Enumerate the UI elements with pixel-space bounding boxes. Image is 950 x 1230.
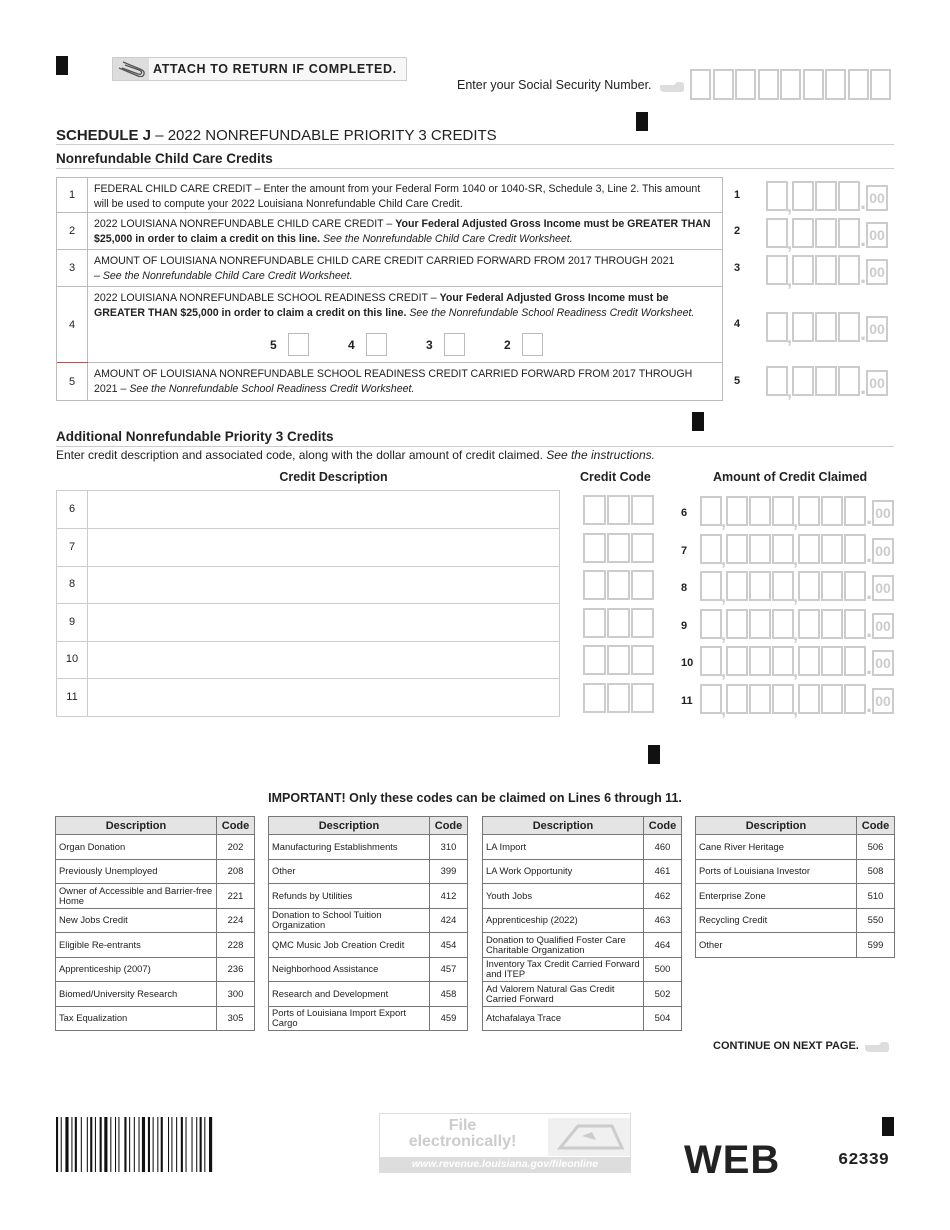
line-number: 1 bbox=[734, 189, 741, 201]
code-value: 224 bbox=[217, 908, 255, 933]
code-description: Apprenticeship (2022) bbox=[483, 908, 644, 933]
credit-description-row: 8 bbox=[56, 566, 560, 604]
code-description: QMC Music Job Creation Credit bbox=[269, 933, 430, 958]
code-description: Neighborhood Assistance bbox=[269, 957, 430, 982]
code-description: Ports of Louisiana Investor bbox=[696, 859, 857, 884]
code-description: Apprenticeship (2007) bbox=[56, 957, 217, 982]
divider bbox=[56, 144, 894, 145]
code-description: Other bbox=[696, 933, 857, 958]
code-value: 458 bbox=[430, 982, 468, 1007]
credit-code-input[interactable] bbox=[583, 495, 654, 525]
table-row bbox=[56, 884, 255, 909]
line-number: 11 bbox=[681, 694, 693, 707]
registration-mark bbox=[692, 412, 704, 431]
code-value: 599 bbox=[857, 933, 895, 958]
code-value: 464 bbox=[644, 933, 682, 958]
table-row bbox=[483, 859, 682, 884]
code-value: 228 bbox=[217, 933, 255, 958]
line-2-row: 2 2022 LOUISIANA NONREFUNDABLE CHILD CARE CREDIT – Your Federal Adjusted Gross Income must be GREATER THAN $25,000 in order to claim a credit on this line. See the Nonrefundable Child Care Credit Worksheet. bbox=[56, 213, 723, 250]
star-rating-label-5: 5 bbox=[270, 338, 277, 352]
table-row bbox=[696, 859, 895, 884]
pointing-hand-icon bbox=[864, 1041, 890, 1053]
code-value: 412 bbox=[430, 884, 468, 909]
table-row bbox=[483, 933, 682, 958]
credit-code-input[interactable] bbox=[583, 683, 654, 713]
line-number: 3 bbox=[734, 262, 741, 274]
table-row bbox=[483, 982, 682, 1007]
code-value: 221 bbox=[217, 884, 255, 909]
divider bbox=[56, 168, 894, 169]
col-amount-claimed: Amount of Credit Claimed bbox=[713, 470, 868, 484]
code-value: 502 bbox=[644, 982, 682, 1007]
line-number: 2 bbox=[734, 225, 741, 237]
table-row bbox=[696, 933, 895, 958]
code-value: 457 bbox=[430, 957, 468, 982]
code-description: Owner of Accessible and Barrier-free Home bbox=[56, 884, 217, 909]
credit-code-input[interactable] bbox=[583, 608, 654, 638]
code-description: Previously Unemployed bbox=[56, 859, 217, 884]
barcode bbox=[56, 1117, 228, 1172]
line-2-amount[interactable]: , . 00 bbox=[766, 218, 888, 248]
header-code: Code bbox=[857, 817, 895, 835]
code-value: 236 bbox=[217, 957, 255, 982]
star-2-input[interactable] bbox=[522, 333, 543, 356]
code-description: Donation to Qualified Foster Care Charitable Organization bbox=[483, 933, 644, 958]
code-value: 463 bbox=[644, 908, 682, 933]
header-description: Description bbox=[269, 817, 430, 835]
file-electronically-badge: File electronically! www.revenue.louisiana.gov/fileonline bbox=[379, 1113, 631, 1173]
credit-code-input[interactable] bbox=[583, 570, 654, 600]
code-value: 461 bbox=[644, 859, 682, 884]
table-row bbox=[483, 957, 682, 982]
divider bbox=[56, 446, 894, 447]
line-3-amount[interactable]: , . 00 bbox=[766, 255, 888, 285]
line-4-row: 4 2022 LOUISIANA NONREFUNDABLE SCHOOL READINESS CREDIT – Your Federal Adjusted Gross Income must be GREATER THAN $25,000 in order to claim a credit on this line. See the Nonrefundable School Readiness Credit Worksheet. bbox=[56, 287, 723, 363]
table-row bbox=[269, 957, 468, 982]
code-description: Refunds by Utilities bbox=[269, 884, 430, 909]
code-value: 506 bbox=[857, 835, 895, 860]
code-description: LA Import bbox=[483, 835, 644, 860]
credit-amount-input[interactable]: , , . 00 bbox=[700, 534, 894, 564]
table-row bbox=[269, 1006, 468, 1031]
code-description: Tax Equalization bbox=[56, 1006, 217, 1031]
code-description: New Jobs Credit bbox=[56, 908, 217, 933]
important-note: IMPORTANT! Only these codes can be claimed on Lines 6 through 11. bbox=[268, 791, 682, 805]
table-row bbox=[483, 835, 682, 860]
code-value: 460 bbox=[644, 835, 682, 860]
credit-code-input[interactable] bbox=[583, 645, 654, 675]
table-row bbox=[483, 1006, 682, 1031]
code-value: 504 bbox=[644, 1006, 682, 1031]
line-number: 6 bbox=[681, 507, 688, 519]
credit-amount-input[interactable]: , , . 00 bbox=[700, 496, 894, 526]
credit-description-row: 7 bbox=[56, 529, 560, 567]
code-value: 202 bbox=[217, 835, 255, 860]
credit-description-input[interactable] bbox=[88, 491, 559, 528]
code-value: 300 bbox=[217, 982, 255, 1007]
table-row bbox=[56, 957, 255, 982]
col-credit-code: Credit Code bbox=[580, 470, 651, 484]
line-number: 7 bbox=[681, 544, 688, 557]
codes-table bbox=[268, 816, 468, 1031]
code-description: LA Work Opportunity bbox=[483, 859, 644, 884]
credit-amount-input[interactable]: , , . 00 bbox=[700, 571, 894, 601]
header-code: Code bbox=[430, 817, 468, 835]
credit-description-input[interactable] bbox=[88, 679, 559, 716]
attach-notice bbox=[112, 57, 407, 81]
code-value: 208 bbox=[217, 859, 255, 884]
table-row bbox=[56, 982, 255, 1007]
ssn-label: Enter your Social Security Number. bbox=[457, 78, 652, 92]
code-value: 454 bbox=[430, 933, 468, 958]
line-5-row: 5 AMOUNT OF LOUISIANA NONREFUNDABLE SCHOOL READINESS CREDIT CARRIED FORWARD FROM 2017 THROUGH 2021 – See the Nonrefundable School Readiness Credit Worksheet. bbox=[56, 363, 723, 401]
code-value: 424 bbox=[430, 908, 468, 933]
ssn-digit-box[interactable] bbox=[758, 69, 779, 100]
star-4-input[interactable] bbox=[366, 333, 387, 356]
credit-description-input[interactable] bbox=[88, 604, 559, 641]
code-description: Ports of Louisiana Import Export Cargo bbox=[269, 1006, 430, 1031]
code-description: Ad Valorem Natural Gas Credit Carried Forward bbox=[483, 982, 644, 1007]
header-code: Code bbox=[217, 817, 255, 835]
additional-credits-heading: Additional Nonrefundable Priority 3 Credits bbox=[56, 429, 334, 444]
code-value: 508 bbox=[857, 859, 895, 884]
code-description: Cane River Heritage bbox=[696, 835, 857, 860]
table-row bbox=[483, 884, 682, 909]
code-value: 459 bbox=[430, 1006, 468, 1031]
header-description: Description bbox=[483, 817, 644, 835]
additional-instructions: Enter credit description and associated code, along with the dollar amount of credit claimed. See the instructions. bbox=[56, 448, 655, 462]
table-row bbox=[269, 884, 468, 909]
table-row bbox=[483, 908, 682, 933]
code-description: Inventory Tax Credit Carried Forward and ITEP bbox=[483, 957, 644, 982]
star-rating-label-4: 4 bbox=[348, 338, 355, 352]
code-description: Manufacturing Establishments bbox=[269, 835, 430, 860]
web-label: WEB bbox=[684, 1138, 781, 1182]
code-value: 305 bbox=[217, 1006, 255, 1031]
ssn-digit-box[interactable] bbox=[735, 69, 756, 100]
child-care-heading: Nonrefundable Child Care Credits bbox=[56, 151, 273, 166]
table-row bbox=[56, 859, 255, 884]
line-number: 9 bbox=[681, 619, 688, 632]
code-description: Organ Donation bbox=[56, 835, 217, 860]
code-description: Eligible Re-entrants bbox=[56, 933, 217, 958]
line-3-row: 3 AMOUNT OF LOUISIANA NONREFUNDABLE CHILD CARE CREDIT CARRIED FORWARD FROM 2017 THROUGH 2021 – See the Nonrefundable Child Care Credit Worksheet. bbox=[56, 250, 723, 287]
laptop-icon bbox=[548, 1118, 630, 1156]
table-row bbox=[269, 835, 468, 860]
ssn-digit-box[interactable] bbox=[690, 69, 711, 100]
star-rating-label-3: 3 bbox=[426, 338, 433, 352]
table-row bbox=[696, 835, 895, 860]
credit-description-row: 6 bbox=[56, 491, 560, 529]
line-1-amount[interactable]: , . 00 bbox=[766, 181, 888, 211]
code-description: Other bbox=[269, 859, 430, 884]
paperclip-icon bbox=[113, 58, 149, 80]
code-description: Biomed/University Research bbox=[56, 982, 217, 1007]
ssn-digit-box[interactable] bbox=[803, 69, 824, 100]
registration-mark bbox=[882, 1117, 894, 1136]
header-description: Description bbox=[56, 817, 217, 835]
code-description: Youth Jobs bbox=[483, 884, 644, 909]
credit-amount-input[interactable]: , , . 00 bbox=[700, 609, 894, 639]
table-row bbox=[696, 908, 895, 933]
table-row bbox=[696, 884, 895, 909]
line-number: 5 bbox=[734, 375, 741, 387]
code-value: 399 bbox=[430, 859, 468, 884]
registration-mark bbox=[636, 112, 648, 131]
code-description: Research and Development bbox=[269, 982, 430, 1007]
line-1-row: 1 FEDERAL CHILD CARE CREDIT – Enter the amount from your Federal Form 1040 or 1040-SR, Schedule 3, Line 2. This amount will be used to compute your 2022 Louisiana Nonrefundable Child Care Credit. bbox=[56, 178, 723, 213]
line-5-amount[interactable]: , . 00 bbox=[766, 366, 888, 396]
code-value: 500 bbox=[644, 957, 682, 982]
code-value: 462 bbox=[644, 884, 682, 909]
table-row bbox=[269, 933, 468, 958]
credit-description-input[interactable] bbox=[88, 529, 559, 566]
code-description: Atchafalaya Trace bbox=[483, 1006, 644, 1031]
credit-amount-input[interactable]: , , . 00 bbox=[700, 646, 894, 676]
credit-description-row: 10 bbox=[56, 641, 560, 679]
credit-description-input[interactable] bbox=[88, 641, 559, 678]
line-number: 8 bbox=[681, 582, 688, 594]
table-row bbox=[56, 1006, 255, 1031]
continue-label: CONTINUE ON NEXT PAGE. bbox=[713, 1040, 859, 1052]
ssn-digit-box[interactable] bbox=[848, 69, 869, 100]
code-description: Recycling Credit bbox=[696, 908, 857, 933]
code-value: 550 bbox=[857, 908, 895, 933]
form-number: 62339 bbox=[838, 1151, 890, 1170]
table-row bbox=[56, 835, 255, 860]
registration-mark bbox=[648, 745, 660, 764]
table-row bbox=[56, 933, 255, 958]
attach-text: ATTACH TO RETURN IF COMPLETED. bbox=[153, 62, 397, 76]
header-code: Code bbox=[644, 817, 682, 835]
schedule-title: SCHEDULE J – 2022 NONREFUNDABLE PRIORITY 3 CREDITS bbox=[56, 127, 497, 144]
header-description: Description bbox=[696, 817, 857, 835]
credit-amount-input[interactable]: , , . 00 bbox=[700, 684, 894, 714]
credit-code-input[interactable] bbox=[583, 533, 654, 563]
credit-description-row: 9 bbox=[56, 604, 560, 642]
table-row bbox=[269, 908, 468, 933]
table-row bbox=[269, 982, 468, 1007]
code-value: 310 bbox=[430, 835, 468, 860]
code-value: 510 bbox=[857, 884, 895, 909]
ssn-digit-box[interactable] bbox=[713, 69, 734, 100]
line-4-amount[interactable]: , . 00 bbox=[766, 312, 888, 342]
ssn-digit-box[interactable] bbox=[780, 69, 801, 100]
pointing-hand-icon bbox=[659, 81, 685, 93]
star-rating-label-2: 2 bbox=[504, 338, 511, 352]
table-row bbox=[269, 859, 468, 884]
line-number: 10 bbox=[681, 657, 694, 669]
codes-table bbox=[482, 816, 682, 1031]
codes-table bbox=[55, 816, 255, 1031]
registration-mark bbox=[56, 56, 68, 75]
star-3-input[interactable] bbox=[444, 333, 465, 356]
credit-description-input[interactable] bbox=[88, 566, 559, 603]
col-credit-description: Credit Description bbox=[279, 470, 388, 484]
codes-table bbox=[695, 816, 895, 958]
table-row bbox=[56, 908, 255, 933]
code-description: Donation to School Tuition Organization bbox=[269, 908, 430, 933]
ssn-digit-box[interactable] bbox=[870, 69, 891, 100]
ssn-digit-box[interactable] bbox=[825, 69, 846, 100]
line-number: 4 bbox=[734, 318, 741, 330]
star-5-input[interactable] bbox=[288, 333, 309, 356]
child-care-table bbox=[56, 177, 723, 401]
credit-description-row: 11 bbox=[56, 679, 560, 717]
code-description: Enterprise Zone bbox=[696, 884, 857, 909]
